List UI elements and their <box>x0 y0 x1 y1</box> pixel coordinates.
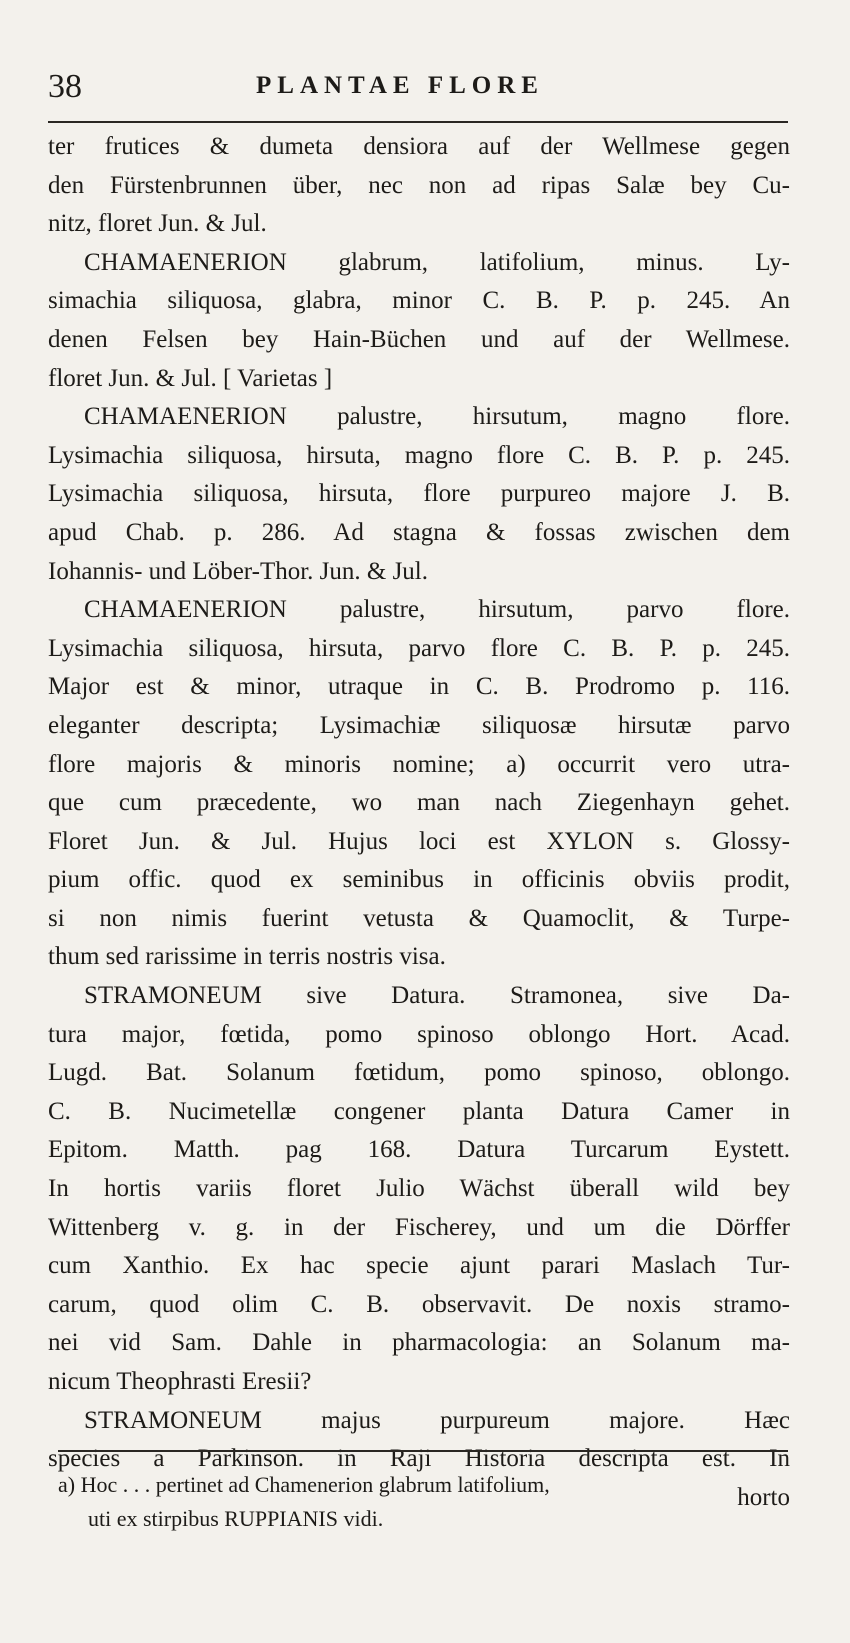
text-line: nei vid Sam. Dahle in pharmacologia: an Solanum ma- <box>48 1329 790 1357</box>
text-line: thum sed rarissime in terris nostris visa. <box>48 943 446 971</box>
catchword: horto <box>737 1483 790 1511</box>
text-line: cum Xanthio. Ex hac specie ajunt parari Maslach Tur- <box>48 1252 790 1280</box>
text-line: CHAMAENERION glabrum, latifolium, minus. Ly- <box>84 248 790 276</box>
text-line: Floret Jun. & Jul. Hujus loci est XYLON s. Glossy- <box>48 827 790 855</box>
text-line: pium offic. quod ex seminibus in officinis obviis prodit, <box>48 866 790 894</box>
text-line: floret Jun. & Jul. [ Varietas ] <box>48 364 333 392</box>
text-line: STRAMONEUM majus purpureum majore. Hæc <box>84 1406 790 1434</box>
text-line: nitz, floret Jun. & Jul. <box>48 210 267 238</box>
text-line: ter frutices & dumeta densiora auf der Wellmese gegen <box>48 133 790 160</box>
text-line: flore majoris & minoris nomine; a) occurrit vero utra- <box>48 750 790 778</box>
text-line: si non nimis fuerint vetusta & Quamoclit, & Turpe- <box>48 904 790 932</box>
text-line: que cum præcedente, wo man nach Ziegenhayn gehet. <box>48 789 790 817</box>
text-line: STRAMONEUM sive Datura. Stramonea, sive Da- <box>84 982 790 1010</box>
text-line: tura major, fœtida, pomo spinoso oblongo Hort. Acad. <box>48 1020 790 1048</box>
text-line: Lysimachia siliquosa, hirsuta, magno flore C. B. P. p. 245. <box>48 441 790 469</box>
page-header <box>48 68 788 114</box>
text-line: C. B. Nucimetellæ congener planta Datura Camer in <box>48 1097 790 1125</box>
text-line: Iohannis- und Löber-Thor. Jun. & Jul. <box>48 557 429 585</box>
text-line: nicum Theophrasti Eresii? <box>48 1368 312 1395</box>
footnote-line: a) Hoc . . . pertinet ad Chamenerion glabrum latifolium, <box>58 1472 550 1497</box>
text-line: Lugd. Bat. Solanum fœtidum, pomo spinoso, oblongo. <box>48 1059 790 1087</box>
text-line: species a Parkinson. in Raji Historia descripta est. In <box>48 1445 790 1473</box>
text-line: Wittenberg v. g. in der Fischerey, und um die Dörffer <box>48 1213 790 1241</box>
text-line: Lysimachia siliquosa, hirsuta, parvo flore C. B. P. p. 245. <box>48 634 790 662</box>
text-line: CHAMAENERION palustre, hirsutum, parvo flore. <box>84 596 790 624</box>
running-title: PLANTAE FLORE <box>256 72 544 99</box>
text-line: apud Chab. p. 286. Ad stagna & fossas zwischen dem <box>48 518 790 546</box>
page-number: 38 <box>48 68 82 105</box>
text-line: Lysimachia siliquosa, hirsuta, flore purpureo majore J. B. <box>48 480 790 508</box>
text-line: denen Felsen bey Hain-Büchen und auf der Wellmese. <box>48 325 790 353</box>
text-line: CHAMAENERION palustre, hirsutum, magno flore. <box>84 403 790 431</box>
text-line: simachia siliquosa, glabra, minor C. B. P. p. 245. An <box>48 287 790 315</box>
header-rule <box>48 121 788 123</box>
footnote-line: uti ex stirpibus RUPPIANIS vidi. <box>88 1506 384 1531</box>
footnote-rule <box>58 1450 788 1452</box>
text-line: Major est & minor, utraque in C. B. Prodromo p. 116. <box>48 673 790 701</box>
text-line: den Fürstenbrunnen über, nec non ad ripas Salæ bey Cu- <box>48 171 790 199</box>
text-line: carum, quod olim C. B. observavit. De noxis stramo- <box>48 1290 790 1318</box>
text-line: Epitom. Matth. pag 168. Datura Turcarum Eystett. <box>48 1136 790 1164</box>
text-line: In hortis variis floret Julio Wächst überall wild bey <box>48 1175 790 1203</box>
footnotes <box>58 1468 788 1536</box>
body-text <box>48 128 790 1517</box>
text-line: eleganter descripta; Lysimachiæ siliquosæ hirsutæ parvo <box>48 711 790 739</box>
